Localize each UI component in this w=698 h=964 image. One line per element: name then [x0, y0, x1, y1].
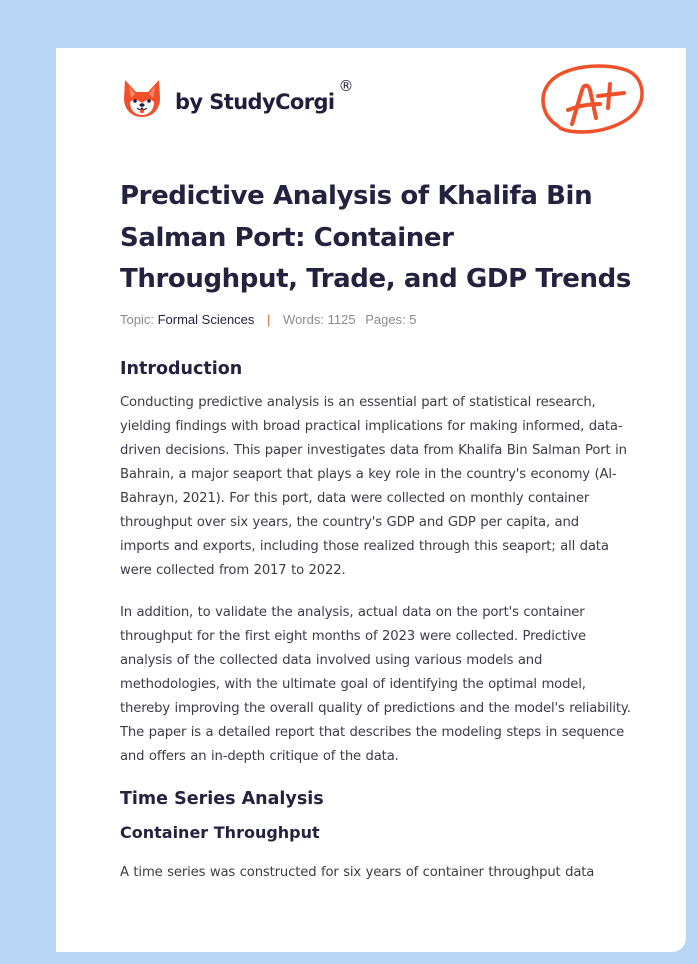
topic-link[interactable]: Formal Sciences — [157, 311, 255, 327]
subsection-heading-container-throughput: Container Throughput — [120, 822, 320, 842]
word-count: Words: 1125 — [283, 311, 356, 327]
document-content — [120, 176, 632, 885]
registered-mark: ® — [338, 77, 354, 95]
section-heading-introduction: Introduction — [120, 358, 243, 379]
section-heading-time-series-analysis: Time Series Analysis — [120, 788, 324, 809]
corgi-icon — [122, 76, 162, 120]
document-card — [56, 48, 686, 952]
document-meta — [120, 311, 632, 329]
header — [120, 74, 646, 144]
paragraph: Conducting predictive analysis is an essential part of statistical research, yielding findings with broad practical implications for making informed, data-driven decisions. This paper investigates data from Khalifa Bin Salman Port in Bahrain, a major seaport that plays a key role in the country's economy (Al-Bahrayn, 2021). For this port, data were collected on monthly container throughput over six years, the country's GDP and GDP per capita, and imports and exports, including those realized through this seaport; all data were collected from 2017 to 2022. — [120, 394, 627, 578]
studycorgi-logo[interactable] — [122, 76, 354, 120]
page-title: Predictive Analysis of Khalifa Bin Salman Port: Container Throughput, Trade, and GDP Trends — [120, 181, 631, 294]
page-count: Pages: 5 — [365, 311, 417, 327]
paragraph: A time series was constructed for six years of container throughput data — [120, 864, 595, 880]
meta-separator: | — [267, 311, 271, 327]
paragraph: In addition, to validate the analysis, actual data on the port's container throughput for the first eight months of 2023 were collected. Predictive analysis of the collected data involved using various models and methodologies, with the ultimate goal of identifying the optimal model, thereby improving the overall quality of predictions and the model's reliability. The paper is a detailed report that describes the modeling steps in sequence and offers an in-depth critique of the data. — [120, 604, 631, 764]
brand-name: by StudyCorgi — [175, 90, 335, 114]
a-plus-icon — [538, 60, 646, 140]
topic-label: Topic: — [120, 311, 154, 327]
